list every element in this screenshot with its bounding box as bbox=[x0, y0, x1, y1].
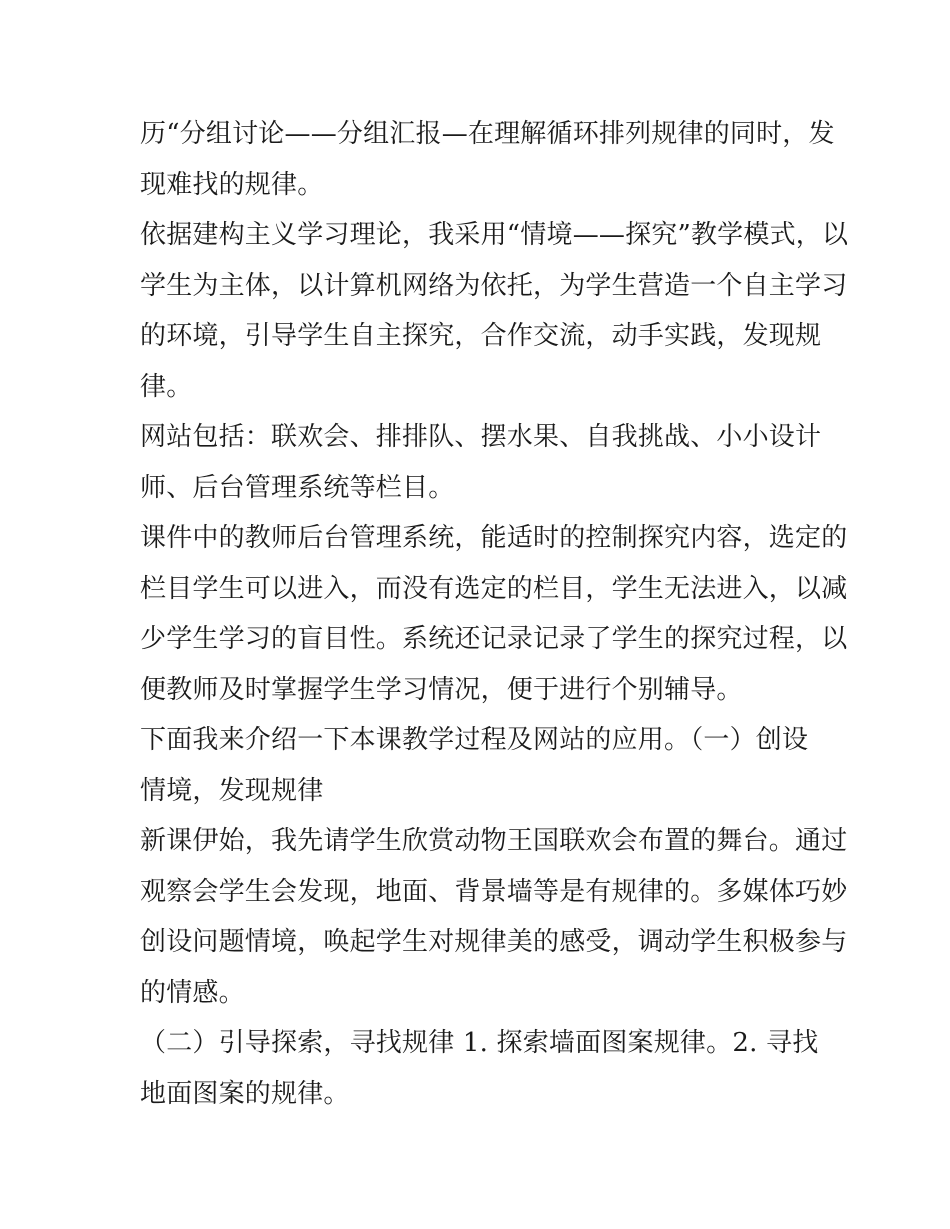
text-line: 情境，发现规律 bbox=[140, 775, 324, 806]
text-line: 历“分组讨论——分组汇报—在理解循环排列规律的同时，发 bbox=[140, 119, 835, 149]
text-line: 观察会学生会发现，地面、背景墙等是有规律的。多媒体巧妙 bbox=[140, 876, 848, 907]
text-line: 地面图案的规律。 bbox=[140, 1078, 350, 1109]
text-line: 现难找的规律。 bbox=[140, 169, 324, 200]
text-line: 师、后台管理系统等栏目。 bbox=[140, 472, 455, 503]
text-line: 新课伊始，我先请学生欣赏动物王国联欢会布置的舞台。通过 bbox=[140, 826, 848, 856]
text-line: 依据建构主义学习理论，我采用“情境——探究”教学模式，以 bbox=[140, 220, 849, 250]
text-line: 少学生学习的盲目性。系统还记录记录了学生的探究过程，以 bbox=[140, 624, 848, 654]
text-line: 便教师及时掌握学生学习情况，便于进行个别辅导。 bbox=[140, 674, 743, 705]
text-line: 网站包括：联欢会、排排队、摆水果、自我挑战、小小设计 bbox=[140, 422, 822, 452]
text-line: 学生为主体，以计算机网络为依托，为学生营造一个自主学习 bbox=[140, 270, 848, 301]
document-body bbox=[140, 109, 849, 1119]
text-line: 的环境，引导学生自主探究，合作交流，动手实践，发现规 bbox=[140, 321, 822, 351]
text-line: 创设问题情境，唤起学生对规律美的感受，调动学生积极参与 bbox=[140, 927, 848, 957]
text-line: 律。 bbox=[140, 371, 193, 402]
text-line: （二）引导探索，寻找规律 1. 探索墙面图案规律。2. 寻找 bbox=[140, 1028, 819, 1058]
text-line: 下面我来介绍一下本课教学过程及网站的应用。（一）创设 bbox=[140, 725, 809, 755]
text-line: 的情感。 bbox=[140, 977, 245, 1008]
text-line: 课件中的教师后台管理系统，能适时的控制探究内容，选定的 bbox=[140, 523, 848, 553]
text-line: 栏目学生可以进入，而没有选定的栏目，学生无法进入，以减 bbox=[140, 573, 848, 604]
